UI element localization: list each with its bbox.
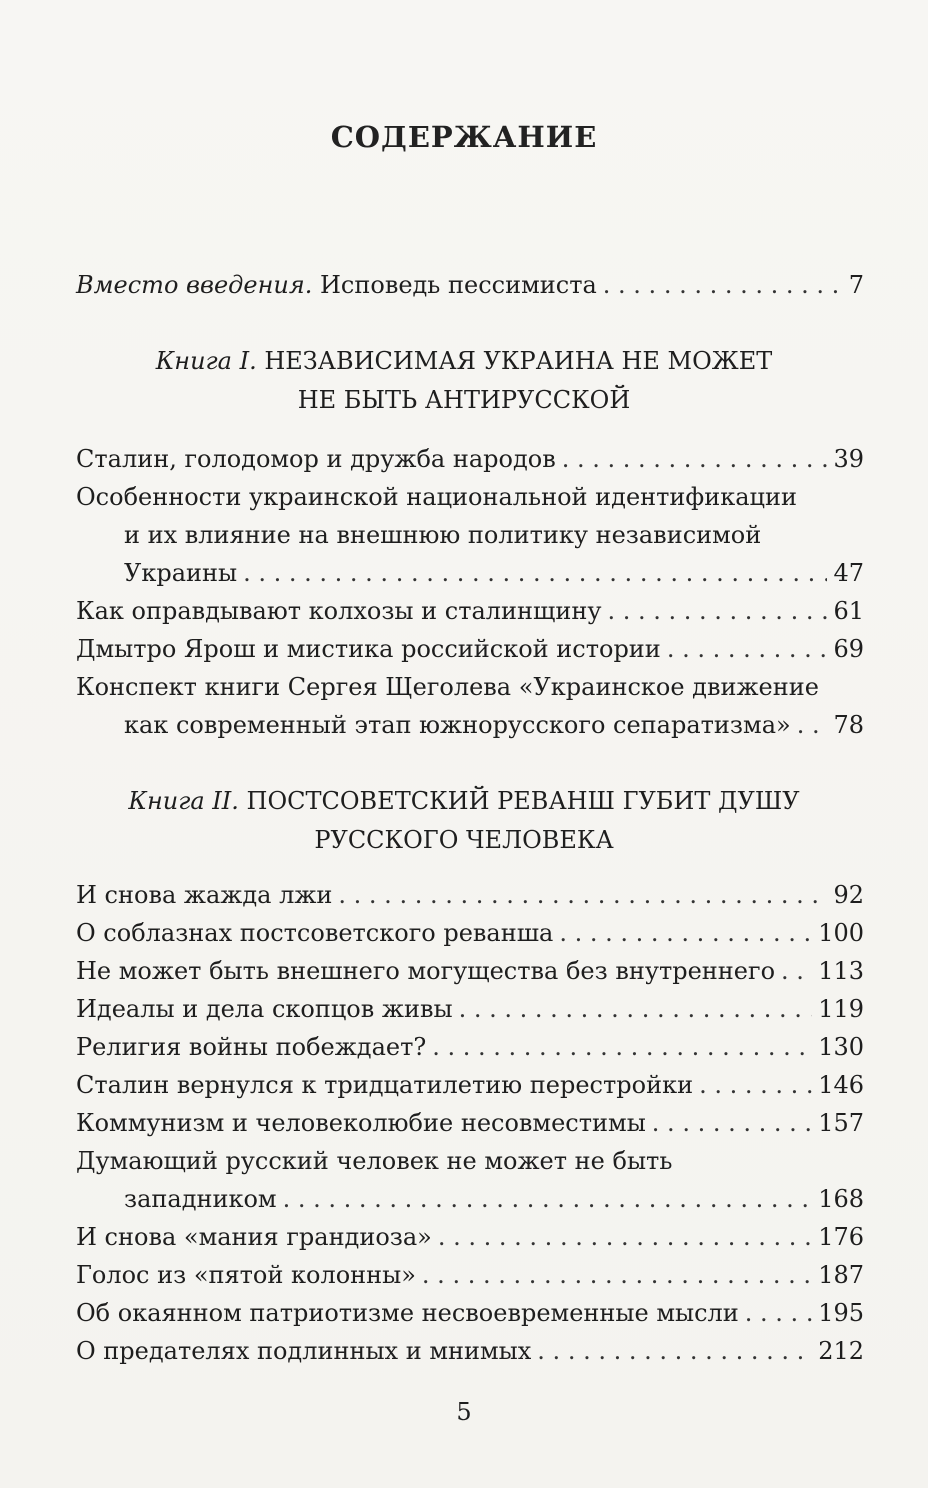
toc-entry[interactable] [76,990,864,1028]
book1-prefix: Книга I. [155,347,257,375]
page-number: 187 [818,1261,864,1289]
intro-italic: Вместо введения. [76,271,313,299]
intro-title: Исповедь пессимиста [320,271,597,299]
entry-title: Идеалы и дела скопцов живы [76,995,453,1023]
page-number: 168 [818,1185,864,1213]
entry-title: И снова «мания грандиоза» [76,1223,432,1251]
entry-title-line: как современный этап южнорусского сепаратизма» [124,711,791,739]
page-number: 7 [848,271,864,299]
dot-leader [797,706,828,744]
book1-entries [76,440,864,744]
book2-entries [76,876,864,1370]
page-number: 92 [833,881,864,909]
toc-entry[interactable] [76,952,864,990]
book1-heading [0,342,928,420]
toc-entry[interactable] [76,914,864,952]
entry-title-line: Думающий русский человек не может не быть [76,1147,673,1175]
toc-entry-multiline[interactable] [76,478,864,592]
page-number: 61 [833,597,864,625]
dot-leader [283,1180,813,1218]
entry-title: Сталин, голодомор и дружба народов [76,445,556,473]
dot-leader [603,266,843,304]
page-number: 47 [833,559,864,587]
page-number: 130 [818,1033,864,1061]
dot-leader [562,440,828,478]
book2-title-line2: РУССКОГО ЧЕЛОВЕКА [314,826,614,854]
entry-title-line: Особенности украинской национальной идентификации [76,483,797,511]
page-number: 146 [818,1071,864,1099]
dot-leader [652,1104,812,1142]
book2-title-line1: ПОСТСОВЕТСКИЙ РЕВАНШ ГУБИТ ДУШУ [246,787,800,815]
dot-leader [667,630,828,668]
toc-intro [76,266,864,304]
toc-entry[interactable] [76,266,864,304]
page-number: 78 [833,711,864,739]
toc-entry[interactable] [76,1028,864,1066]
entry-title-line: Конспект книги Сергея Щеголева «Украинское движение [76,673,819,701]
entry-title: Сталин вернулся к тридцатилетию перестройки [76,1071,694,1099]
toc-entry[interactable] [76,1332,864,1370]
entry-title: О предателях подлинных и мнимых [76,1337,532,1365]
page-number: 212 [818,1337,864,1365]
book2-heading [0,782,928,860]
toc-entry[interactable] [76,876,864,914]
entry-title: Коммунизм и человеколюбие несовместимы [76,1109,646,1137]
toc-entry[interactable] [76,630,864,668]
dot-leader [699,1066,812,1104]
entry-title-line: Украины [124,559,238,587]
page-number: 119 [818,995,864,1023]
page-number: 69 [833,635,864,663]
dot-leader [459,990,813,1028]
entry-title-line: и их влияние на внешнюю политику независимой [124,521,762,549]
entry-title: Об окаянном патриотизме несвоевременные мысли [76,1299,739,1327]
book1-title-line1: НЕЗАВИСИМАЯ УКРАИНА НЕ МОЖЕТ [264,347,773,375]
entry-title: О соблазнах постсоветского реванша [76,919,554,947]
dot-leader [559,914,812,952]
book1-title-line2: НЕ БЫТЬ АНТИРУССКОЙ [297,386,631,414]
toc-entry-multiline[interactable] [76,668,864,744]
entry-title: И снова жажда лжи [76,881,333,909]
dot-leader [422,1256,812,1294]
dot-leader [432,1028,812,1066]
page-number: 100 [818,919,864,947]
toc-entry[interactable] [76,1294,864,1332]
page-number: 176 [818,1223,864,1251]
toc-entry[interactable] [76,440,864,478]
page-number: 157 [818,1109,864,1137]
entry-title: Не может быть внешнего могущества без внутреннего [76,957,776,985]
dot-leader [745,1294,812,1332]
toc-entry[interactable] [76,1066,864,1104]
toc-entry[interactable] [76,1256,864,1294]
page-number: 195 [818,1299,864,1327]
page-number: 113 [818,957,864,985]
entry-title: Религия войны побеждает? [76,1033,427,1061]
entry-title: Голос из «пятой колонны» [76,1261,416,1289]
entry-title: Как оправдывают колхозы и сталинщину [76,597,602,625]
folio-page-number: 5 [456,1398,472,1426]
dot-leader [438,1218,812,1256]
dot-leader [607,592,827,630]
book2-prefix: Книга II. [128,787,239,815]
toc-entry[interactable] [76,1218,864,1256]
toc-entry[interactable] [76,592,864,630]
dot-leader [338,876,827,914]
page-title: СОДЕРЖАНИЕ [330,120,598,154]
toc-entry[interactable] [76,1104,864,1142]
page-number: 39 [833,445,864,473]
entry-title-line: западником [124,1185,277,1213]
toc-entry-multiline[interactable] [76,1142,864,1218]
dot-leader [243,554,827,592]
dot-leader [781,952,812,990]
entry-title: Дмытро Ярош и мистика российской истории [76,635,661,663]
dot-leader [537,1332,812,1370]
